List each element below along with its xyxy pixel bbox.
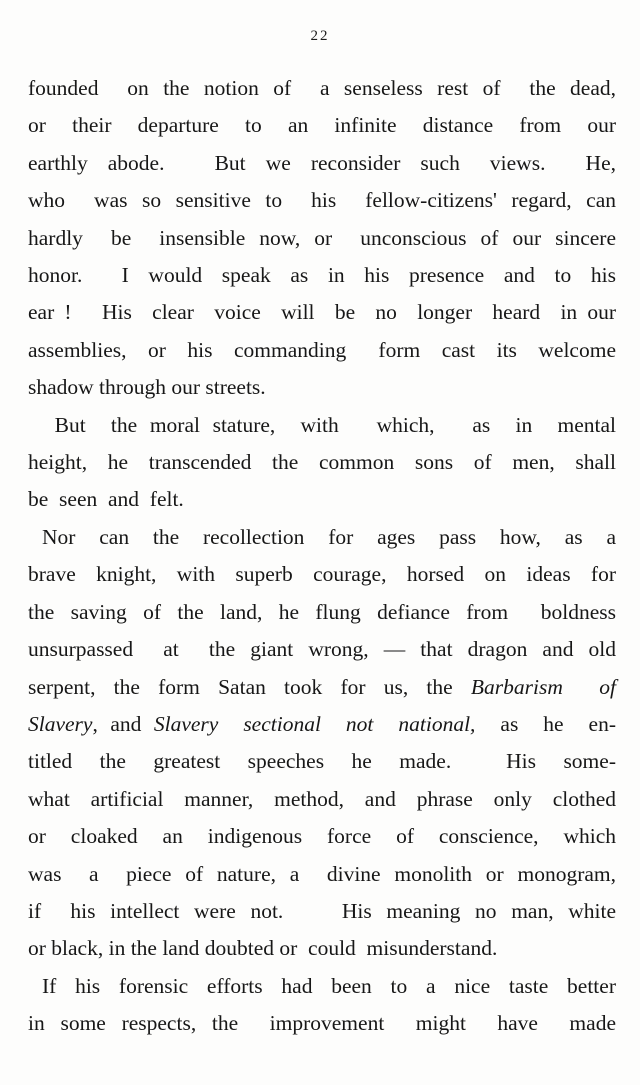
text-line: titled the greatest speeches he made. His some-: [28, 749, 616, 774]
text-run: serpent, the form Satan took for us, the: [28, 674, 471, 699]
text-line: height, he transcended the common sons of men, shall: [28, 450, 616, 475]
text-line: what artificial manner, method, and phrase only clothed: [28, 786, 616, 811]
italic-title-slavery: Slavery: [28, 711, 93, 736]
page-body: [28, 70, 616, 1043]
text-line: the saving of the land, he flung defiance from boldness: [28, 599, 616, 624]
text-line: in some respects, the improvement might have made: [28, 1011, 616, 1036]
text-line: shadow through our streets.: [28, 375, 266, 400]
text-line: was a piece of nature, a divine monolith or monogram,: [28, 861, 616, 886]
text-line-with-italic: [28, 706, 616, 743]
text-line: be seen and felt.: [28, 487, 184, 512]
text-run: , and: [92, 711, 154, 736]
text-line: Nor can the recollection for ages pass how, as a: [42, 524, 616, 549]
text-line-with-italic: [28, 669, 616, 706]
text-line: who was so sensitive to his fellow-citizens' regard, can: [28, 188, 616, 213]
paragraph-2: [28, 407, 616, 519]
italic-title-slavery-sectional: Slavery sectional not national,: [153, 711, 476, 736]
paragraph-4: [28, 968, 616, 1043]
text-line: hardly be insensible now, or unconscious of our sincere: [28, 225, 616, 250]
text-line: But the moral stature, with which, as in mental: [42, 412, 616, 437]
text-line: If his forensic efforts had been to a nice taste better: [42, 973, 616, 998]
text-line: assemblies, or his commanding form cast its welcome: [28, 337, 616, 362]
paragraph-3: [28, 519, 616, 968]
text-line: ear ! His clear voice will be no longer heard in our: [28, 300, 616, 325]
paragraph-1: [28, 70, 616, 407]
text-line: honor. I would speak as in his presence and to his: [28, 263, 616, 288]
text-run: as he en-: [475, 711, 617, 736]
text-line: or cloaked an indigenous force of conscience, which: [28, 824, 616, 849]
italic-title-barbarism: Barbarism of: [470, 674, 616, 699]
text-line: founded on the notion of a senseless rest of the dead,: [28, 76, 616, 100]
text-line: brave knight, with superb courage, horsed on ideas for: [28, 562, 616, 587]
text-line: earthly abode. But we reconsider such views. He,: [28, 150, 616, 175]
text-line: or their departure to an infinite distance from our: [28, 113, 616, 138]
text-line: or black, in the land doubted or could misunderstand.: [28, 936, 498, 961]
page-number: 22: [310, 28, 330, 44]
text-line: if his intellect were not. His meaning no man, white: [28, 898, 616, 923]
text-line: unsurpassed at the giant wrong, — that dragon and old: [28, 637, 616, 662]
